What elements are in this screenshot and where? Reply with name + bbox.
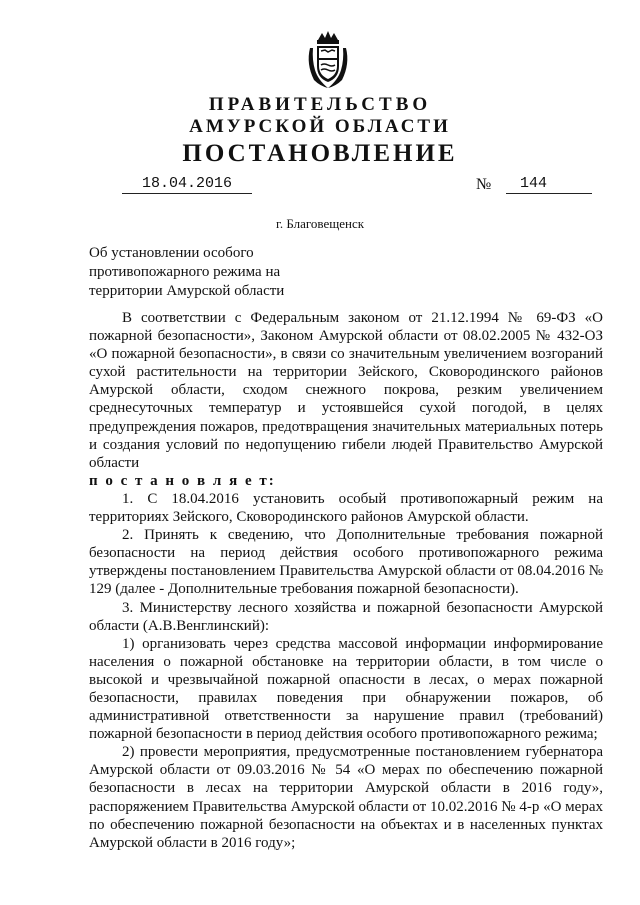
organization-name-line2: АМУРСКОЙ ОБЛАСТИ	[189, 116, 451, 137]
subject-line: противопожарного режима на	[89, 264, 281, 280]
document-subject	[89, 244, 329, 301]
clause-3: 3. Министерству лесного хозяйства и пожарной безопасности Амурской области (А.В.Венглинский):	[89, 599, 603, 634]
clause-2: 2. Принять к сведению, что Дополнительные требования пожарной безопасности на период действия особого противопожарного режима утверждены постановлением Правительства Амурской области от 08.04.2016 № 129 (далее - Дополнительные требования пожарной безопасности).	[89, 527, 603, 598]
subject-line: Об установлении особого	[89, 245, 254, 261]
document-body	[89, 309, 603, 852]
clause-3-item-1: 1) организовать через средства массовой информации информирование населения о пожарной обстановке на территории области, в том числе о высокой и чрезвычайной пожарной опасности в лесах, о мерах пожарной безопасности, правилах поведения при обнаружении пожаров, об административной ответственности за нарушение правил (требований) пожарной безопасности в период действия особого противопожарного режима;	[89, 635, 603, 743]
organization-name-line1: ПРАВИТЕЛЬСТВО	[208, 94, 432, 115]
document-type: ПОСТАНОВЛЕНИЕ	[182, 140, 458, 167]
subject-line: территории Амурской области	[89, 283, 285, 299]
resolves-keyword: п о с т а н о в л я е т:	[89, 472, 276, 489]
document-date: 18.04.2016	[122, 175, 252, 194]
city: г. Благовещенск	[275, 216, 365, 231]
preamble-paragraph: В соответствии с Федеральным законом от 21.12.1994 № 69-ФЗ «О пожарной безопасности», Законом Амурской области от 08.02.2005 № 432-ОЗ «О пожарной безопасности», в связи со значительным увеличением возгораний сухой растительности на территории Зейского, Сковородинского районов Амурской области, сходом снежного покрова, резким увеличением среднесуточных температур и устоявшейся сухой погодой, в целях предупреждения пожаров, предотвращения значительных материальных потерь и создания условий по недопущению гибели людей Правительство Амурской области	[89, 310, 603, 471]
clause-1: 1. С 18.04.2016 установить особый противопожарный режим на территориях Зейского, Сковородинского районов Амурской области.	[89, 490, 603, 526]
number-sign: №	[476, 176, 492, 193]
coat-of-arms-icon	[304, 30, 352, 90]
clause-3-item-2: 2) провести мероприятия, предусмотренные постановлением губернатора Амурской области от 09.03.2016 № 54 «О мерах по обеспечению пожарной безопасности в лесах на территории Амурской области в 2016 году», распоряжением Правительства Амурской области от 10.02.2016 № 4-р «О мерах по обеспечению пожарной безопасности на объектах и в населенных пунктах Амурской области в 2016 году»;	[89, 744, 603, 851]
document-number: 144	[506, 175, 592, 194]
